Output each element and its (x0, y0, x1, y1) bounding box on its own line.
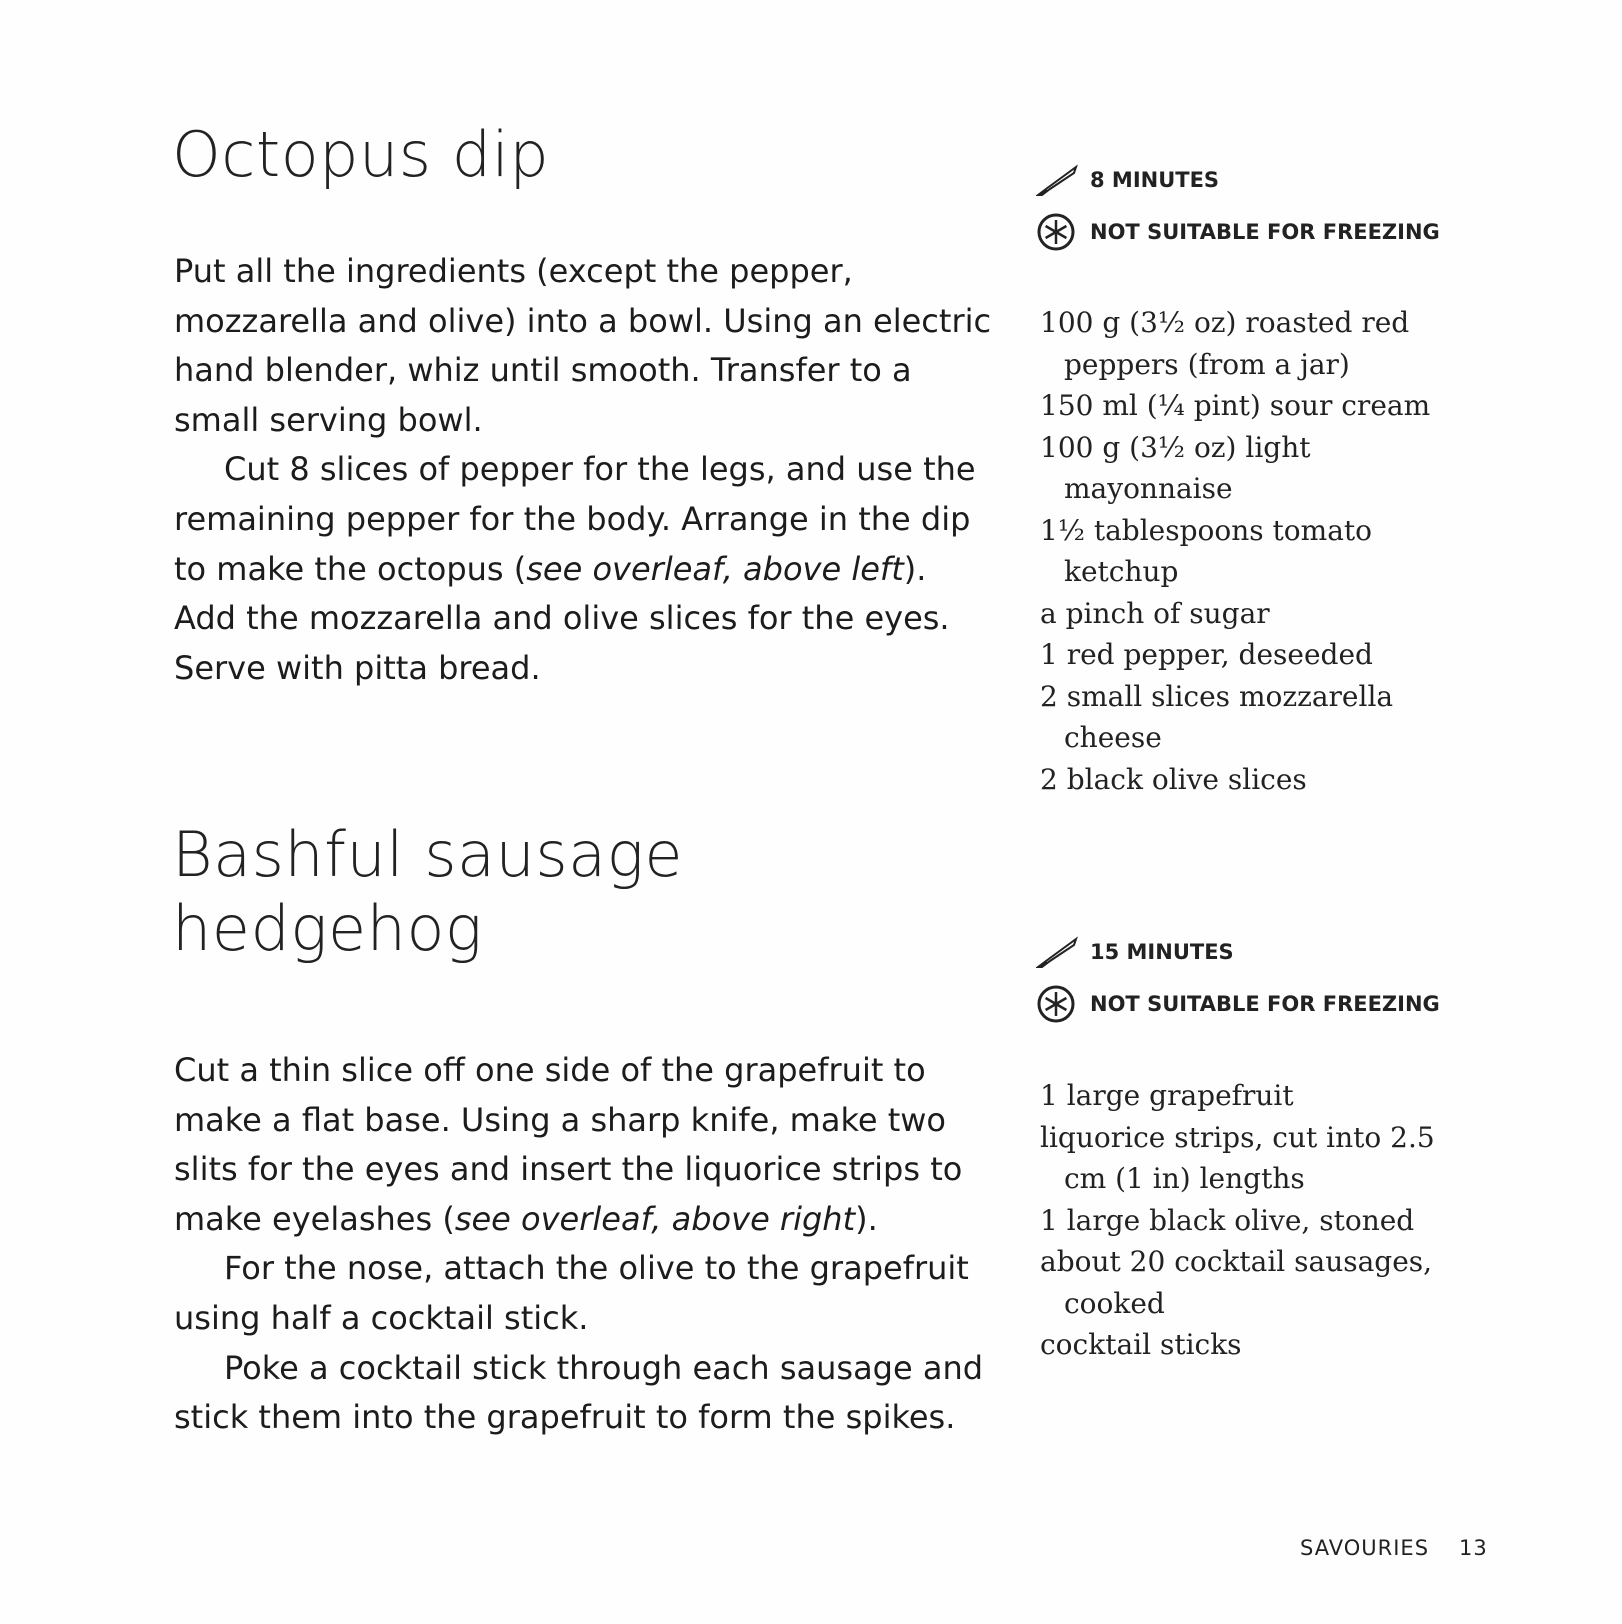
ingredient-item: a pinch of sugar (1040, 596, 1270, 630)
recipe-meta-bashful-sausage-hedgehog (1040, 926, 1440, 1030)
ingredient-list-octopus-dip (1040, 302, 1440, 800)
recipe-title-octopus-dip: Octopus dip (172, 118, 550, 191)
freezing-info (1040, 978, 1440, 1030)
ingredient-item: 100 g (3½ oz) light mayonnaise (1040, 430, 1311, 505)
ingredient-item: cocktail sticks (1040, 1328, 1242, 1361)
method-paragraph: Cut 8 slices of pepper for the legs, and use the remaining pepper for the body. Arrange in the dip to make the octopus (see overleaf, above left). Add the mozzarella and olive slices for the eyes. Serve with pitta bread. (174, 450, 976, 687)
knife-icon (1036, 160, 1084, 200)
freezing-info (1040, 206, 1440, 258)
ingredient-item: 1 red pepper, deseeded (1040, 638, 1373, 671)
prep-time (1040, 926, 1440, 978)
ingredient-item: 1½ tablespoons tomato ketchup (1040, 513, 1373, 588)
ingredient-item: 100 g (3½ oz) roasted red peppers (from a jar) (1040, 306, 1410, 381)
page-footer (1300, 1536, 1488, 1560)
title-line: hedgehog (172, 892, 483, 965)
ingredient-item: about 20 cocktail sausages, cooked (1040, 1245, 1433, 1320)
prep-time-label: 15 MINUTES (1090, 940, 1234, 964)
recipe-method-bashful-sausage-hedgehog (174, 1046, 994, 1443)
method-paragraph: Put all the ingredients (except the pepper, mozzarella and olive) into a bowl. Using an electric hand blender, whiz until smooth. Transfer to a small serving bowl. (174, 252, 992, 439)
title-line: Bashful sausage (172, 818, 683, 891)
snowflake-icon (1036, 984, 1084, 1024)
snowflake-icon (1036, 212, 1084, 252)
recipe-meta-octopus-dip (1040, 154, 1440, 258)
method-paragraph: For the nose, attach the olive to the grapefruit using half a cocktail stick. (174, 1249, 969, 1337)
recipe-title-bashful-sausage-hedgehog (172, 818, 683, 966)
method-paragraph: Poke a cocktail stick through each sausage and stick them into the grapefruit to form the spikes. (174, 1348, 984, 1437)
ingredient-item: 2 small slices mozzarella cheese (1040, 679, 1394, 754)
freezing-label: NOT SUITABLE FOR FREEZING (1090, 992, 1440, 1016)
section-name: SAVOURIES (1300, 1536, 1430, 1560)
ingredient-item: 2 black olive slices (1040, 762, 1307, 796)
ingredient-list-bashful-sausage-hedgehog (1040, 1075, 1440, 1366)
ingredient-item: 150 ml (¼ pint) sour cream (1040, 389, 1431, 422)
method-paragraph: Cut a thin slice off one side of the grapefruit to make a flat base. Using a sharp knife, make two slits for the eyes and insert the liquorice strips to make eyelashes (see overleaf, above right). (174, 1051, 963, 1238)
ingredient-item: liquorice strips, cut into 2.5 cm (1 in) lengths (1040, 1120, 1435, 1195)
prep-time (1040, 154, 1440, 206)
ingredient-item: 1 large black olive, stoned (1040, 1203, 1415, 1237)
freezing-label: NOT SUITABLE FOR FREEZING (1090, 220, 1440, 244)
prep-time-label: 8 MINUTES (1090, 168, 1220, 192)
ingredient-item: 1 large grapefruit (1040, 1079, 1294, 1112)
recipe-method-octopus-dip (174, 247, 994, 693)
knife-icon (1036, 932, 1084, 972)
page-number: 13 (1459, 1536, 1488, 1560)
